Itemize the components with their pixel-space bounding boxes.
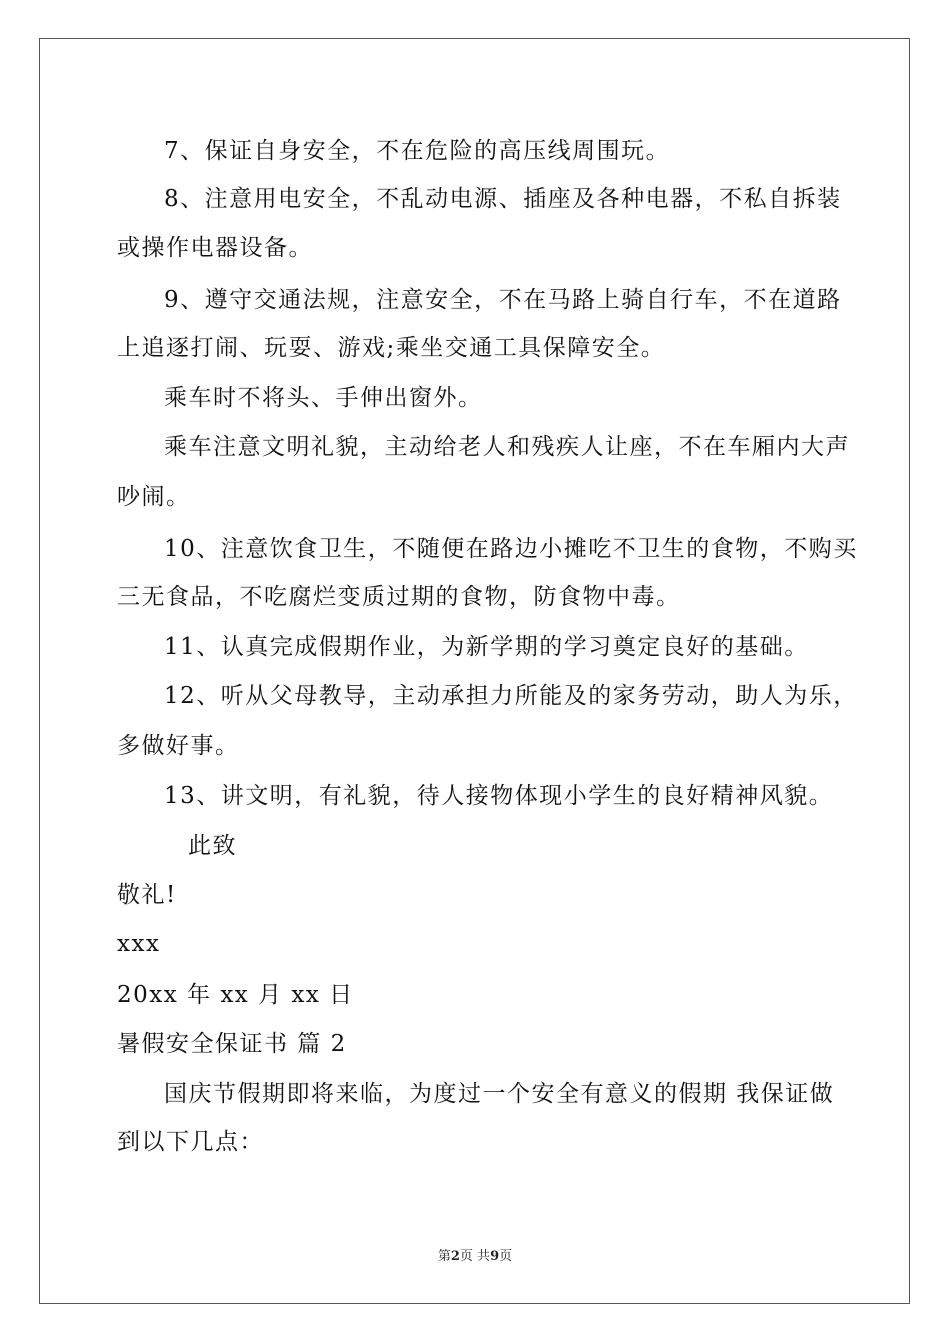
footer-prefix: 第 bbox=[437, 1249, 451, 1264]
signature-name: xxx bbox=[117, 931, 161, 957]
signature-date: 20xx 年 xx 月 xx 日 bbox=[117, 982, 354, 1008]
closing-salutation: 此致 bbox=[188, 833, 237, 859]
paragraph-line: 8、注意用电安全，不乱动电源、插座及各种电器，不私自拆装 bbox=[164, 186, 842, 212]
paragraph-line: 或操作电器设备。 bbox=[117, 235, 313, 261]
section-title: 暑假安全保证书 篇 2 bbox=[117, 1031, 347, 1057]
paragraph-line: 三无食品，不吃腐烂变质过期的食物，防食物中毒。 bbox=[117, 584, 681, 610]
footer-mid: 页 共 bbox=[459, 1249, 491, 1264]
footer-current-page: 2 bbox=[450, 1249, 460, 1264]
paragraph-line: 吵闹。 bbox=[117, 484, 191, 510]
paragraph-line: 12、听从父母教导，主动承担力所能及的家务劳动，助人为乐， bbox=[164, 683, 858, 709]
paragraph-line: 9、遵守交通法规，注意安全，不在马路上骑自行车，不在道路 bbox=[164, 287, 842, 313]
footer-suffix: 页 bbox=[499, 1249, 513, 1264]
paragraph-line: 多做好事。 bbox=[117, 733, 240, 759]
paragraph-line: 乘车注意文明礼貌，主动给老人和残疾人让座，不在车厢内大声 bbox=[164, 434, 850, 460]
paragraph-line: 10、注意饮食卫生，不随便在路边小摊吃不卫生的食物，不购买 bbox=[164, 536, 858, 562]
paragraph-line: 到以下几点： bbox=[117, 1129, 264, 1155]
paragraph-line: 上追逐打闹、玩耍、游戏;乘坐交通工具保障安全。 bbox=[117, 335, 666, 361]
paragraph-line: 乘车时不将头、手伸出窗外。 bbox=[164, 385, 483, 411]
paragraph-line: 国庆节假期即将来临，为度过一个安全有意义的假期 我保证做 bbox=[164, 1081, 835, 1107]
paragraph-line: 7、保证自身安全，不在危险的高压线周围玩。 bbox=[164, 138, 671, 164]
footer-total-pages: 9 bbox=[490, 1249, 500, 1264]
paragraph-line: 13、讲文明，有礼貌，待人接物体现小学生的良好精神风貌。 bbox=[164, 783, 834, 809]
page-footer bbox=[0, 1248, 950, 1266]
page-frame bbox=[39, 38, 910, 1304]
paragraph-line: 11、认真完成假期作业，为新学期的学习奠定良好的基础。 bbox=[164, 634, 809, 660]
closing-regards: 敬礼! bbox=[117, 882, 177, 908]
